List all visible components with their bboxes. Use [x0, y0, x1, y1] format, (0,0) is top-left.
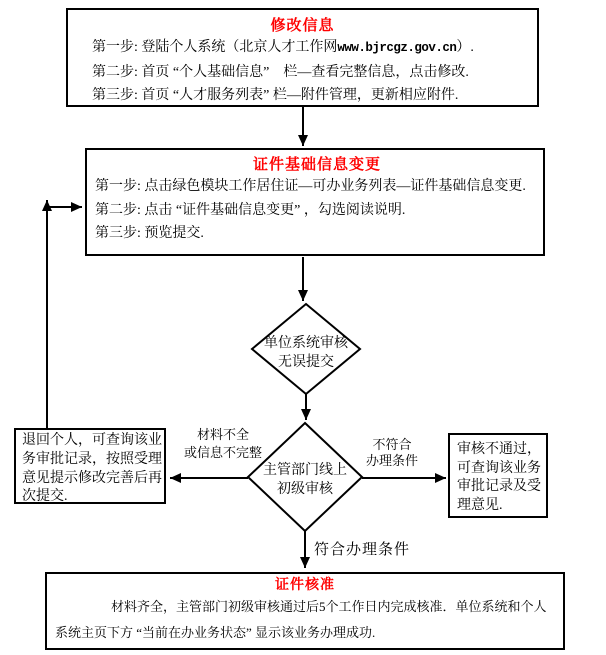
diamond-unit-review-label	[233, 334, 379, 372]
modify-info-step2: 第二步: 首页 “个人基础信息” 栏—查看完整信息，点击修改.	[92, 64, 469, 80]
info-change-step1: 第一步: 点击绿色模块工作居住证—可办业务列表—证件基础信息变更.	[95, 179, 526, 194]
approval-line2: 系统主页下方 “当前在办业务状态” 显示该业务办理成功.	[55, 625, 376, 640]
not-meet-line2: 办理条件	[365, 453, 418, 468]
website-url: www.bjrcgz.gov.cn	[337, 41, 457, 55]
reject-line2: 可查询该业务	[457, 460, 541, 476]
incomplete-line2: 或信息不完整	[183, 445, 262, 460]
edge-label-meet: 符合办理条件	[314, 542, 411, 558]
not-meet-line1: 不符合	[372, 437, 412, 452]
edge-label-incomplete	[158, 426, 288, 462]
return-to-person-box	[14, 428, 166, 504]
unit-review-line2: 无误提交	[278, 355, 334, 370]
edge-label-not-meet	[352, 437, 432, 469]
unit-review-line1: 单位系统审核	[264, 336, 348, 351]
return-line2: 务审批记录，按照受理	[22, 451, 162, 467]
approval-title: 证件核准	[275, 578, 335, 593]
step1-suffix: ）.	[456, 40, 474, 55]
dept-review-line1: 主管部门线上	[263, 463, 347, 478]
modify-info-step1	[92, 36, 533, 61]
reject-line4: 理意见.	[457, 497, 503, 513]
info-change-title: 证件基础信息变更	[252, 157, 381, 173]
modify-info-box	[66, 8, 539, 107]
modify-info-title: 修改信息	[270, 18, 335, 34]
dept-review-line2: 初级审核	[277, 482, 333, 497]
return-line1: 退回个人，可查询该业	[22, 433, 162, 448]
reject-line1: 审核不通过，	[457, 442, 541, 457]
step1-prefix: 第一步: 登陆个人系统（北京人才工作网	[92, 40, 338, 55]
incomplete-line1: 材料不全	[196, 427, 249, 442]
info-change-step2: 第二步: 点击 “证件基础信息变更” ，勾选阅读说明.	[95, 202, 406, 218]
approval-box	[45, 572, 565, 650]
reject-line3: 审批记录及受	[457, 479, 541, 494]
return-line4: 次提交.	[22, 489, 68, 505]
return-line3: 意见提示修改完善后再	[22, 470, 162, 486]
review-rejected-box	[448, 433, 548, 518]
info-change-step3: 第三步: 预览提交.	[95, 226, 204, 242]
approval-line1: 材料齐全，主管部门初级审核通过后5个工作日内完成核准．单位系统和个人	[111, 599, 547, 614]
modify-info-step3: 第三步: 首页 “人才服务列表” 栏—附件管理，更新相应附件.	[92, 88, 459, 104]
info-change-box	[85, 148, 545, 256]
